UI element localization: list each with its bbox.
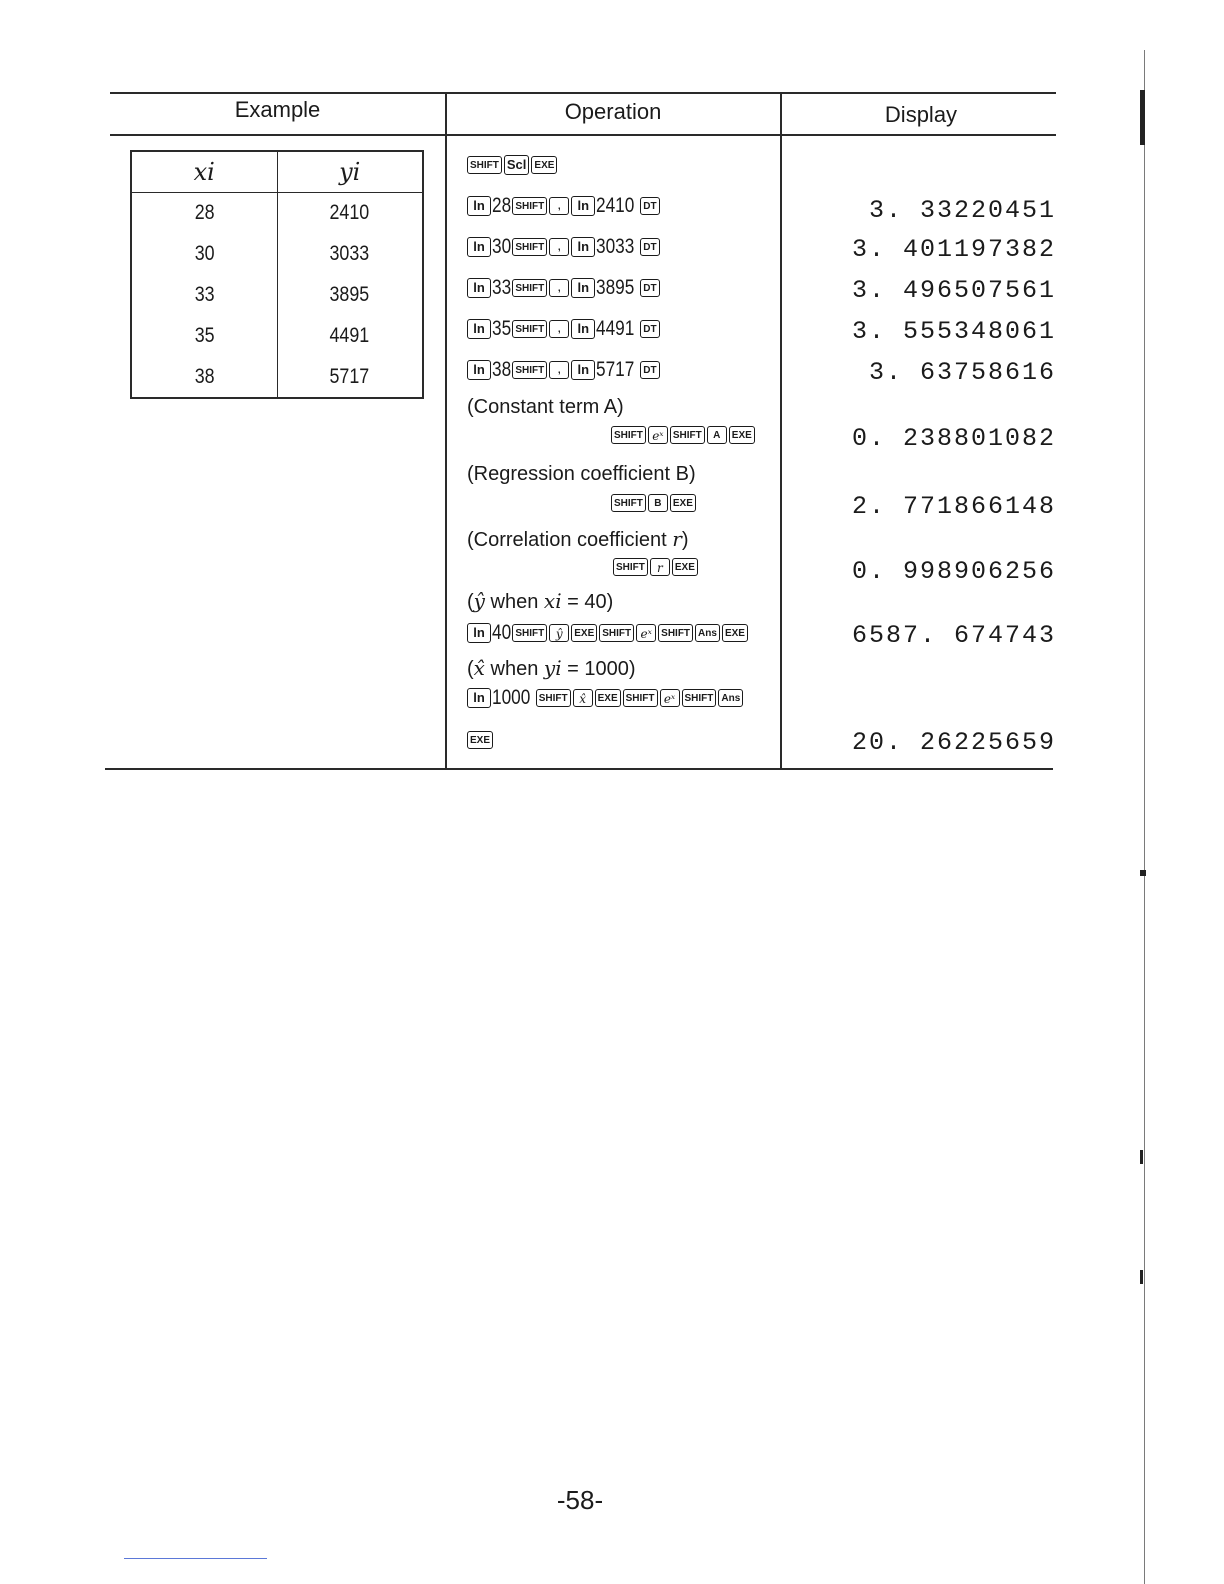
caption-variable: r xyxy=(672,527,682,551)
dt-key: DT xyxy=(640,279,660,297)
shift-key: SHIFT xyxy=(512,320,547,338)
caption-symbol: x̂ xyxy=(473,656,485,680)
op-value: 28 xyxy=(492,194,512,217)
display-value: 2. 771866148 xyxy=(851,492,1056,521)
comma-key: , xyxy=(549,320,569,338)
shift-key: SHIFT xyxy=(611,494,646,512)
yi-column-header: yi xyxy=(277,151,423,193)
ln-key: ln xyxy=(467,237,491,257)
caption-constant-term: (Constant term A) xyxy=(467,396,624,418)
table-row xyxy=(131,316,423,357)
op-yhat xyxy=(466,621,749,645)
op-row-3 xyxy=(466,276,661,300)
comma-key: , xyxy=(549,197,569,215)
caption-text: = 40) xyxy=(561,591,614,613)
yi-cell: 3033 xyxy=(277,234,423,275)
display-value: 3. 33220451 xyxy=(868,196,1056,225)
shift-key: SHIFT xyxy=(512,361,547,379)
op-value: 33 xyxy=(492,276,512,299)
ln-key: ln xyxy=(467,319,491,339)
exp-key: eˣ xyxy=(636,624,656,642)
caption-symbol: ŷ xyxy=(473,589,485,613)
exe-key: EXE xyxy=(722,624,748,642)
ln-key: ln xyxy=(571,319,595,339)
op-constant-term xyxy=(610,426,756,444)
shift-key: SHIFT xyxy=(512,279,547,297)
caption-regression-coefficient: (Regression coefficient B) xyxy=(467,463,696,485)
xi-cell: 33 xyxy=(131,275,277,316)
page-number: -58- xyxy=(556,1485,604,1515)
caption-text: ( xyxy=(467,591,474,613)
display-value: 3. 496507561 xyxy=(851,276,1056,305)
op-value: 3033 xyxy=(596,235,635,258)
exp-key: eˣ xyxy=(660,689,680,707)
b-key: B xyxy=(648,494,668,512)
page-edge-mark xyxy=(1140,1150,1143,1164)
shift-key: SHIFT xyxy=(536,689,571,707)
op-row-1 xyxy=(466,194,661,218)
display-value: 0. 998906256 xyxy=(851,557,1056,586)
yi-cell: 2410 xyxy=(277,193,423,234)
xi-column-header: xi xyxy=(131,151,277,193)
header-bottom-rule xyxy=(110,134,1056,136)
page-edge-rule xyxy=(1144,50,1145,1584)
op-value: 5717 xyxy=(596,358,635,381)
op-value: 40 xyxy=(492,621,512,644)
page-edge-mark xyxy=(1140,1270,1143,1284)
dt-key: DT xyxy=(640,320,660,338)
caption-text: ) xyxy=(681,529,689,551)
shift-key: SHIFT xyxy=(512,238,547,256)
op-value: 1000 xyxy=(492,686,531,709)
exe-key: EXE xyxy=(729,426,755,444)
comma-key: , xyxy=(549,361,569,379)
xi-cell: 30 xyxy=(131,234,277,275)
caption-variable: xi xyxy=(543,589,562,613)
exe-key: EXE xyxy=(670,494,696,512)
ln-key: ln xyxy=(467,196,491,216)
display-value: 6587. 674743 xyxy=(851,621,1056,650)
caption-text: = 1000) xyxy=(561,658,636,680)
op-mode-set xyxy=(466,153,558,177)
dt-key: DT xyxy=(640,361,660,379)
dt-key: DT xyxy=(640,238,660,256)
display-value: 3. 63758616 xyxy=(868,358,1056,387)
caption-variable: yi xyxy=(543,656,562,680)
shift-key: SHIFT xyxy=(623,689,658,707)
display-value: 20. 26225659 xyxy=(851,728,1056,757)
display-value: 0. 238801082 xyxy=(851,424,1056,453)
table-bottom-rule xyxy=(105,768,1053,770)
op-row-5 xyxy=(466,358,661,382)
op-regression-coefficient xyxy=(610,494,697,512)
op-correlation-coefficient xyxy=(612,558,699,576)
shift-key: SHIFT xyxy=(670,426,705,444)
ln-key: ln xyxy=(467,623,491,643)
yi-cell: 4491 xyxy=(277,316,423,357)
ln-key: ln xyxy=(571,196,595,216)
op-value: 3895 xyxy=(596,276,635,299)
shift-key: SHIFT xyxy=(512,624,547,642)
exe-key: EXE xyxy=(531,156,557,174)
shift-key: SHIFT xyxy=(599,624,634,642)
operation-header: Operation xyxy=(564,99,662,124)
xhat-key: x̂ xyxy=(573,689,593,707)
display-header: Display xyxy=(884,102,958,127)
ans-key: Ans xyxy=(718,689,743,707)
op-value: 4491 xyxy=(596,317,635,340)
footer-rule xyxy=(124,1558,267,1559)
scl-key: Scl xyxy=(504,155,530,175)
yhat-key: ŷ xyxy=(549,624,569,642)
ln-key: ln xyxy=(571,360,595,380)
table-row xyxy=(131,357,423,398)
page-edge-mark xyxy=(1140,870,1146,876)
op-row-2 xyxy=(466,235,661,259)
shift-key: SHIFT xyxy=(512,197,547,215)
ln-key: ln xyxy=(467,278,491,298)
yi-cell: 3895 xyxy=(277,275,423,316)
exp-key: eˣ xyxy=(648,426,668,444)
display-value: 3. 555348061 xyxy=(851,317,1056,346)
xi-cell: 28 xyxy=(131,193,277,234)
example-header: Example xyxy=(234,97,321,122)
r-key: r xyxy=(650,558,670,576)
table-row xyxy=(131,234,423,275)
display-value: 3. 401197382 xyxy=(851,235,1056,264)
xi-cell: 35 xyxy=(131,316,277,357)
op-row-4 xyxy=(466,317,661,341)
table-row xyxy=(131,193,423,234)
caption-text: when xyxy=(484,591,544,613)
shift-key: SHIFT xyxy=(613,558,648,576)
caption-yhat xyxy=(467,589,613,614)
ln-key: ln xyxy=(571,237,595,257)
table-row xyxy=(131,275,423,316)
ln-key: ln xyxy=(467,688,491,708)
exe-key: EXE xyxy=(571,624,597,642)
shift-key: SHIFT xyxy=(682,689,717,707)
table-top-rule xyxy=(110,92,1056,94)
op-value: 38 xyxy=(492,358,512,381)
shift-key: SHIFT xyxy=(467,156,502,174)
ln-key: ln xyxy=(467,360,491,380)
op-value: 2410 xyxy=(596,194,635,217)
column-divider-1 xyxy=(445,92,447,769)
dt-key: DT xyxy=(640,197,660,215)
op-xhat-exe xyxy=(466,728,494,752)
op-value: 30 xyxy=(492,235,512,258)
page-edge-mark xyxy=(1140,90,1145,145)
ans-key: Ans xyxy=(695,624,720,642)
shift-key: SHIFT xyxy=(658,624,693,642)
caption-correlation-coefficient xyxy=(467,527,689,552)
xi-cell: 38 xyxy=(131,357,277,398)
yi-cell: 5717 xyxy=(277,357,423,398)
caption-xhat xyxy=(467,656,636,681)
shift-key: SHIFT xyxy=(611,426,646,444)
exe-key: EXE xyxy=(467,731,493,749)
exe-key: EXE xyxy=(595,689,621,707)
example-data-table xyxy=(130,150,424,399)
op-xhat xyxy=(466,686,744,710)
caption-text: when xyxy=(484,658,544,680)
op-value: 35 xyxy=(492,317,512,340)
a-key: A xyxy=(707,426,727,444)
column-divider-2 xyxy=(780,92,782,769)
caption-text: ( xyxy=(467,658,474,680)
comma-key: , xyxy=(549,238,569,256)
comma-key: , xyxy=(549,279,569,297)
caption-text: (Correlation coefficient xyxy=(467,529,673,551)
ln-key: ln xyxy=(571,278,595,298)
exe-key: EXE xyxy=(672,558,698,576)
